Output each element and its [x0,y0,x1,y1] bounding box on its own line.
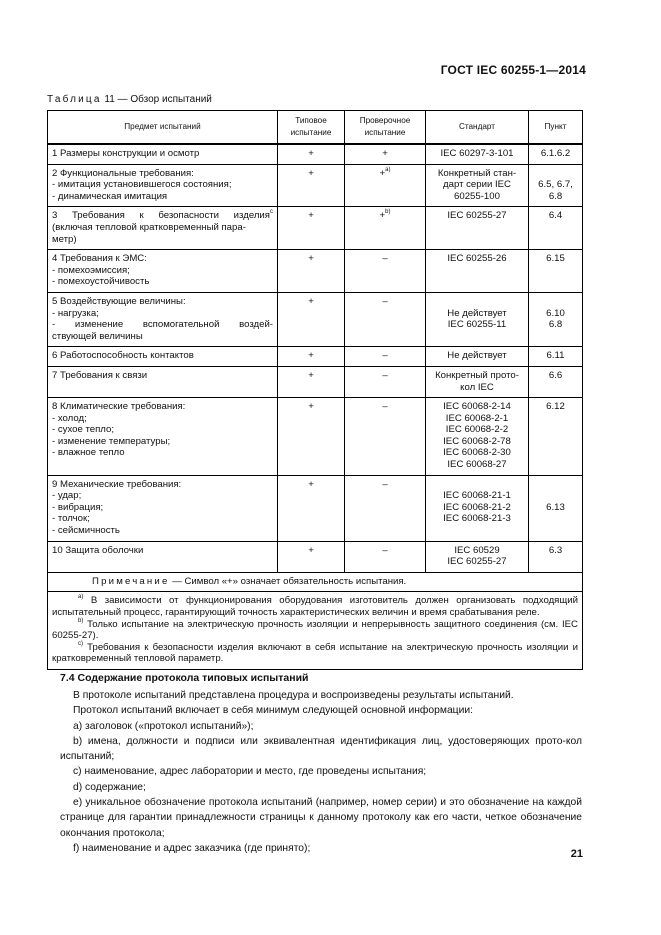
subject-line: - помехоэмиссия; [52,264,130,276]
routine-mark: – [382,295,388,307]
standard-line: IEC 60068-2-1 [445,412,509,424]
footnote [52,642,578,665]
routine-mark: – [382,350,388,362]
clause-line: 6.3 [548,544,563,556]
clause-cell [529,144,583,164]
body-paragraph: b) имена, должности и подписи или эквивалентная идентификация лиц, удостоверяющих прото-кол испытаний; [60,735,582,763]
clause-cell [529,366,583,397]
routine-test-cell [345,250,426,293]
body-paragraph: f) наименование и адрес заказчика (где принято); [73,842,311,854]
standard-cell [426,144,529,164]
standard-line: IEC 60297-3-101 [440,148,514,159]
table-row [48,347,583,367]
typical-test-cell: + [278,398,345,476]
subject-line: 10 Защита оболочки [52,544,144,556]
subject-line: - толчок; [52,513,90,525]
clause-line: 6.8 [548,319,563,331]
subject-line: 6 Работоспособность контактов [52,350,194,362]
clause-cell [529,541,583,572]
body-paragraph: Протокол испытаний включает в себя минимум следующей основной информации: [73,705,473,717]
document-id: ГОСТ IEC 60255-1—2014 [440,63,586,77]
typical-test-cell: + [278,541,345,572]
routine-test-cell [345,292,426,346]
clause-line: 6.15 [546,253,565,265]
column-header-typical: Типовое испытание [278,111,345,145]
standard-line [430,479,524,491]
footnote-mark: c) [78,640,83,647]
standard-cell [426,398,529,476]
standard-line: IEC 60529 [454,544,500,556]
standard-line: IEC 60255-11 [447,319,507,331]
standard-line: IEC 60068-2-78 [443,435,511,447]
standard-line: Не действует [447,307,507,319]
typical-test-cell: + [278,250,345,293]
subject-line: 2 Функциональные требования: [52,167,194,179]
table-row [48,366,583,397]
page-number: 21 [570,848,583,860]
subject-line: - сухое тепло; [52,424,115,436]
standard-line: IEC 60255-27 [447,556,507,568]
clause-line [533,168,578,180]
routine-mark: + [379,167,386,179]
subject-cell [48,347,278,367]
subject-line: 5 Воздействующие величины: [52,295,186,307]
typical-test-cell: + [278,347,345,367]
standard-line: IEC 60255-26 [447,253,507,265]
column-header-subject: Предмет испытаний [48,111,278,145]
table-footnotes [48,592,583,670]
subject-line: - нагрузка; [52,307,99,319]
footnote-text: В зависимости от функционирования оборудования изготовитель должен организовать подходящий испытательный процесс, гарантирующий точность характеристических величин и время срабатывания реле. [52,595,578,618]
clause-line: 6.5, 6.7, [538,179,573,191]
subject-text: 3 Требования к безопасности изделия [52,210,270,222]
subject-line: - вибрация; [52,501,104,513]
table-caption-word: Таблица [47,94,102,105]
clause-line [533,490,578,502]
table-caption [47,94,212,105]
routine-test-cell [345,475,426,541]
clause-line: 6.13 [546,501,565,513]
standard-line: 60255-100 [454,190,500,202]
routine-mark: – [382,369,388,381]
standard-cell [426,250,529,293]
routine-test-cell [345,207,426,250]
clause-line: 6.6 [548,369,563,381]
footnote-mark: c [270,209,273,216]
routine-test-cell [345,144,426,164]
column-header-routine: Проверочное испытание [345,111,426,145]
subject-line: - влажное тепло [52,447,125,459]
routine-test-cell [345,541,426,572]
clause-cell [529,475,583,541]
typical-test-cell: + [278,207,345,250]
subject-line: - имитация установившегося состояния; [52,179,232,191]
clause-line [533,296,578,308]
footnote-text: Только испытание на электрическую прочность изоляции и непрерывность защитного соединения (см. IEC 60255-27). [52,618,578,642]
footnote-mark: a) [385,166,391,173]
footnote-mark: b) [78,617,84,624]
table-caption-rest: 11 — Обзор испытаний [101,94,212,105]
standard-cell [426,347,529,367]
typical-test-cell: + [278,366,345,397]
standard-line: IEC 60068-21-3 [443,513,511,525]
table-note [48,572,583,592]
standard-line: IEC 60068-21-1 [443,490,511,502]
table-row [48,398,583,476]
body-paragraph: d) содержание; [73,781,146,793]
standard-cell [426,475,529,541]
body-paragraph: a) заголовок («протокол испытаний»); [73,720,254,732]
typical-test-cell: + [278,164,345,207]
clause-line [533,479,578,491]
typical-test-cell: + [278,292,345,346]
routine-test-cell [345,164,426,207]
subject-line [52,210,273,222]
clause-cell [529,292,583,346]
column-header-clause: Пункт [529,111,583,145]
routine-mark: + [382,148,388,159]
subject-line: 9 Механические требования: [52,478,182,490]
clause-line: 6.4 [548,210,563,222]
table-row [48,541,583,572]
footnote-mark: b) [385,209,391,216]
standard-cell [426,207,529,250]
subject-line: - удар; [52,490,82,502]
subject-line: - динамическая имитация [52,190,168,202]
routine-mark: – [382,478,388,490]
subject-cell [48,475,278,541]
routine-test-cell [345,347,426,367]
footnote [52,619,578,642]
subject-line: - изменение температуры; [52,435,171,447]
standard-line: IEC 60068-27 [447,459,507,471]
body-text [60,688,582,856]
subject-cell [48,207,278,250]
standard-line: IEC 60255-27 [447,210,507,222]
clause-line: 6.8 [548,190,563,202]
subject-cell [48,398,278,476]
tests-overview-table [47,110,583,670]
subject-line: 7 Требования к связи [52,369,148,381]
table-row [48,250,583,293]
routine-test-cell [345,398,426,476]
clause-cell [529,347,583,367]
standard-line: дарт серии IEC [443,179,511,191]
typical-test-cell: + [278,475,345,541]
clause-line: 6.11 [546,350,565,362]
subject-cell [48,366,278,397]
body-paragraph: c) наименование, адрес лаборатории и место, где проведены испытания; [73,766,427,778]
section-title: 7.4 Содержание протокола типовых испытаний [60,672,309,684]
footnote-mark: a) [78,594,84,601]
note-line [52,576,578,588]
subject-line: 1 Размеры конструкции и осмотр [52,148,200,159]
subject-line: ствующей величины [52,330,143,342]
routine-mark: – [382,544,388,556]
subject-line: (включая тепловой кратковременный пара- [52,221,246,233]
standard-line: IEC 60068-2-14 [443,401,511,413]
clause-line: 6.10 [546,307,565,319]
clause-line: 6.1.6.2 [540,148,571,159]
routine-mark: + [379,210,386,222]
body-paragraph: В протоколе испытаний представлена процедура и воспроизведены результаты испытаний. [73,690,514,701]
standard-cell [426,164,529,207]
subject-cell [48,250,278,293]
routine-mark: – [382,401,388,413]
standard-line: Конкретный стан- [437,167,517,179]
subject-line: - сейсмичность [52,525,120,537]
table-row [48,144,583,164]
standard-line: IEC 60068-21-2 [443,501,511,513]
subject-line: 4 Требования к ЭМС: [52,253,147,265]
routine-mark: – [382,253,388,265]
subject-line: 8 Климатические требования: [52,401,186,413]
column-header-standard: Стандарт [426,111,529,145]
standard-line: Не действует [447,350,507,362]
subject-cell [48,164,278,207]
standard-cell [426,292,529,346]
footnote-text: Требования к безопасности изделия включают в себя испытание на электрическую прочность изоляции и кратковременный тепловой параметр. [52,641,578,665]
routine-test-cell [345,366,426,397]
standard-cell [426,366,529,397]
subject-cell [48,292,278,346]
clause-cell [529,398,583,476]
standard-line: IEC 60068-2-2 [445,424,509,436]
standard-line: кол IEC [460,381,494,393]
footnote [52,595,578,618]
typical-test-cell: + [278,144,345,164]
subject-line: - помехоустойчивость [52,276,150,288]
table-row [48,475,583,541]
subject-line: - изменение вспомогательной воздей- [52,319,273,331]
clause-cell [529,207,583,250]
subject-line: метр) [52,233,77,245]
clause-cell [529,164,583,207]
clause-line: 6.12 [546,401,565,413]
table-row [48,292,583,346]
subject-line: - холод; [52,412,87,424]
subject-cell [48,144,278,164]
standard-line: Конкретный прото- [435,369,519,381]
standard-cell [426,541,529,572]
clause-cell [529,250,583,293]
table-row [48,207,583,250]
table-row [48,164,583,207]
standard-line [430,296,524,308]
standard-line: IEC 60068-2-30 [443,447,511,459]
note-word: Примечание [92,575,170,587]
note-text: — Символ «+» означает обязательность испытания. [169,575,407,587]
body-paragraph: e) уникальное обозначение протокола испытаний (например, номер серии) и это обозначение на каждой странице для гарантии принадлежности страницы к данному протоколу как его части, четкое обозначение окончания протокола; [60,797,582,839]
subject-cell [48,541,278,572]
